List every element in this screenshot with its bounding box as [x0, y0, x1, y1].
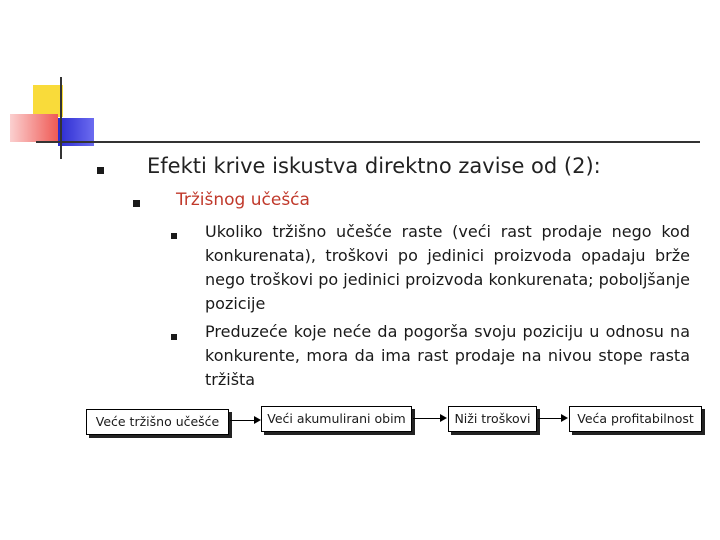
flow-arrow-3 — [538, 418, 562, 419]
decor-vertical-line — [60, 77, 62, 159]
arrow-head-icon — [440, 414, 447, 422]
flow-box-accumulated-volume: Veći akumulirani obim — [261, 406, 412, 432]
paragraph-bullet-2 — [171, 334, 177, 340]
flow-box-profitability: Veća profitabilnost — [569, 406, 702, 432]
arrow-head-icon — [254, 416, 261, 424]
flow-box-lower-costs: Niži troškovi — [448, 406, 537, 432]
decor-horizontal-line — [36, 141, 700, 143]
title-bullet — [97, 167, 104, 174]
flow-arrow-1 — [230, 420, 254, 421]
paragraph-bullet-1 — [171, 233, 177, 239]
decor-red-square — [10, 114, 58, 142]
flow-box-market-share: Veće tržišno učešće — [86, 409, 229, 435]
paragraph-2: Preduzeće koje neće da pogorša svoju poziciju u odnosu na konkurente, mora da ima rast prodaje na nivou stope rasta tržišta — [205, 322, 690, 389]
subheading: Tržišnog učešća — [176, 190, 310, 210]
flow-arrow-2 — [413, 418, 441, 419]
slide-title: Efekti krive iskustva direktno zavise od (2): — [147, 154, 601, 178]
decor-yellow-square — [33, 85, 63, 117]
arrow-head-icon — [561, 414, 568, 422]
paragraph-1: Ukoliko tržišno učešće raste (veći rast prodaje nego kod konkurenata), troškovi po jedinici proizvoda opadaju brže nego troškovi po jedinici proizvoda konkurenata; poboljšanje pozicije — [205, 222, 690, 313]
subheading-bullet — [133, 200, 140, 207]
